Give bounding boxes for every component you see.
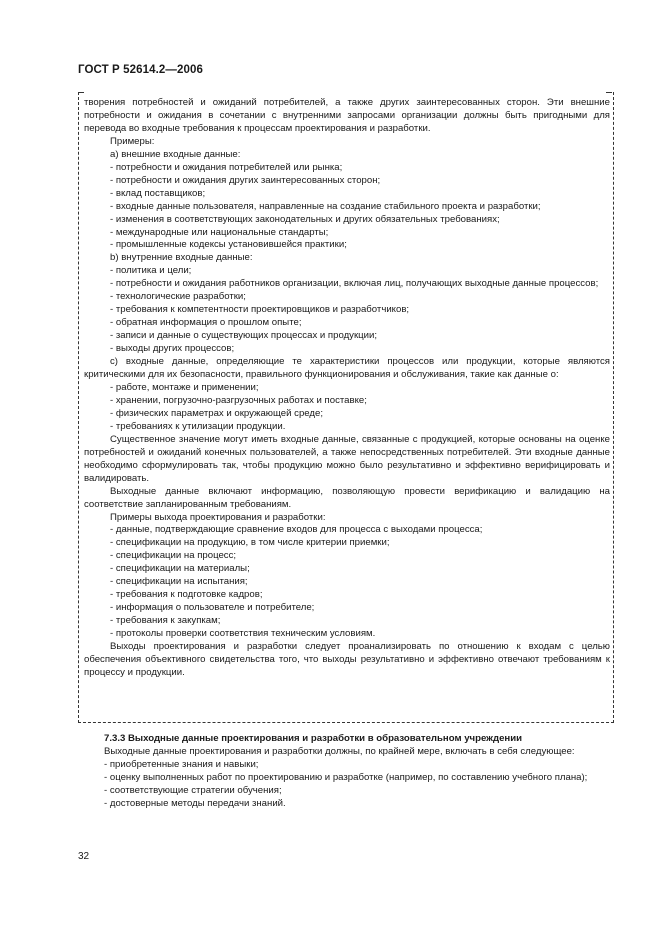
- paragraph: творения потребностей и ожиданий потребителей, а также других заинтересованных сторон. Эти внешние потребности и ожидания в сочетании с внутренними запросами организации должны быть пригодными для перевода во входные требования к процессам проектирования и разработки.: [84, 97, 610, 134]
- list-item: - хранении, погрузочно-разгрузочных работах и поставке;: [110, 394, 367, 406]
- paragraph: Выходы проектирования и разработки следует проанализировать по отношению к входам с целью обеспечения объективного свидетельства того, что выходы результативно и эффективно отвечают требованиям к процессу и продукции.: [84, 641, 610, 678]
- paragraph: Выходные данные включают информацию, позволяющую провести верификацию и валидацию на соответствие запланированным требованиям.: [84, 485, 610, 510]
- page-number: 32: [78, 851, 90, 862]
- list-item: - требования к компетентности проектировщиков и разработчиков;: [110, 304, 410, 316]
- list-item: - оценку выполненных работ по проектированию и разработке (например, по составлению учебного плана);: [104, 771, 588, 783]
- list-item: - требования к подготовке кадров;: [110, 589, 263, 601]
- paragraph: - потребности и ожидания работников организации, включая лиц, получающих выходные данные процессов;: [110, 278, 599, 290]
- list-item: - международные или национальные стандарты;: [110, 226, 329, 238]
- list-item: - протоколы проверки соответствия техническим условиям.: [110, 628, 376, 640]
- list-item: - технологические разработки;: [110, 291, 246, 303]
- paragraph: c) входные данные, определяющие те характеристики процессов или продукции, которые являются критическими для их безопасности, правильного функционирования и обслуживания, такие как данные о:: [84, 356, 610, 381]
- list-item: Примеры:: [110, 135, 155, 147]
- section-7-3-3: [78, 733, 612, 811]
- paragraph: Выходные данные проектирования и разработки должны, по крайней мере, включать в себя следующее:: [104, 745, 575, 757]
- list-item: - потребности и ожидания потребителей или рынка;: [110, 161, 343, 173]
- list-item: - вклад поставщиков;: [110, 187, 206, 199]
- list-item: - физических параметрах и окружающей среде;: [110, 407, 324, 419]
- list-item: - потребности и ожидания других заинтересованных сторон;: [110, 174, 381, 186]
- list-item: - спецификации на материалы;: [110, 563, 250, 575]
- list-item: - спецификации на продукцию, в том числе критерии приемки;: [110, 537, 390, 549]
- list-item: - информация о пользователе и потребителе;: [110, 602, 315, 614]
- section-heading: 7.3.3 Выходные данные проектирования и разработки в образовательном учреждении: [104, 733, 522, 744]
- list-item: b) внутренние входные данные:: [110, 252, 253, 264]
- list-item: - выходы других процессов;: [110, 343, 235, 355]
- list-item: - требованиях к утилизации продукции.: [110, 420, 286, 432]
- paragraph: Существенное значение могут иметь входные данные, связанные с продукцией, которые основаны на оценке потребностей и ожиданий конечных пользователей, а также непосредственных потребителей. Эти входные данные необходимо сформулировать так, чтобы продукцию можно было результативно и эффективно верифицировать и валидировать.: [84, 433, 610, 484]
- list-item: - приобретенные знания и навыки;: [104, 758, 259, 770]
- list-item: - обратная информация о прошлом опыте;: [110, 317, 302, 329]
- document-header: ГОСТ Р 52614.2—2006: [78, 64, 203, 76]
- list-item: - данные, подтверждающие сравнение входов для процесса с выходами процесса;: [110, 524, 483, 536]
- framed-content: [84, 97, 610, 680]
- list-item: - спецификации на процесс;: [110, 550, 237, 562]
- list-item: - промышленные кодексы установившейся практики;: [110, 239, 347, 251]
- list-item: - требования к закупкам;: [110, 615, 221, 627]
- list-item: а) внешние входные данные:: [110, 148, 241, 160]
- list-item: - политика и цели;: [110, 265, 192, 277]
- list-item: - изменения в соответствующих законодательных и других обязательных требованиях;: [110, 213, 500, 225]
- list-item: - достоверные методы передачи знаний.: [104, 797, 286, 809]
- list-item: - входные данные пользователя, направленные на создание стабильного проекта и разработки;: [110, 200, 541, 212]
- list-item: Примеры выхода проектирования и разработки:: [110, 511, 326, 523]
- list-item: - записи и данные о существующих процессах и продукции;: [110, 330, 378, 342]
- list-item: - работе, монтаже и применении;: [110, 381, 259, 393]
- list-item: - соответствующие стратегии обучения;: [104, 784, 282, 796]
- list-item: - спецификации на испытания;: [110, 576, 248, 588]
